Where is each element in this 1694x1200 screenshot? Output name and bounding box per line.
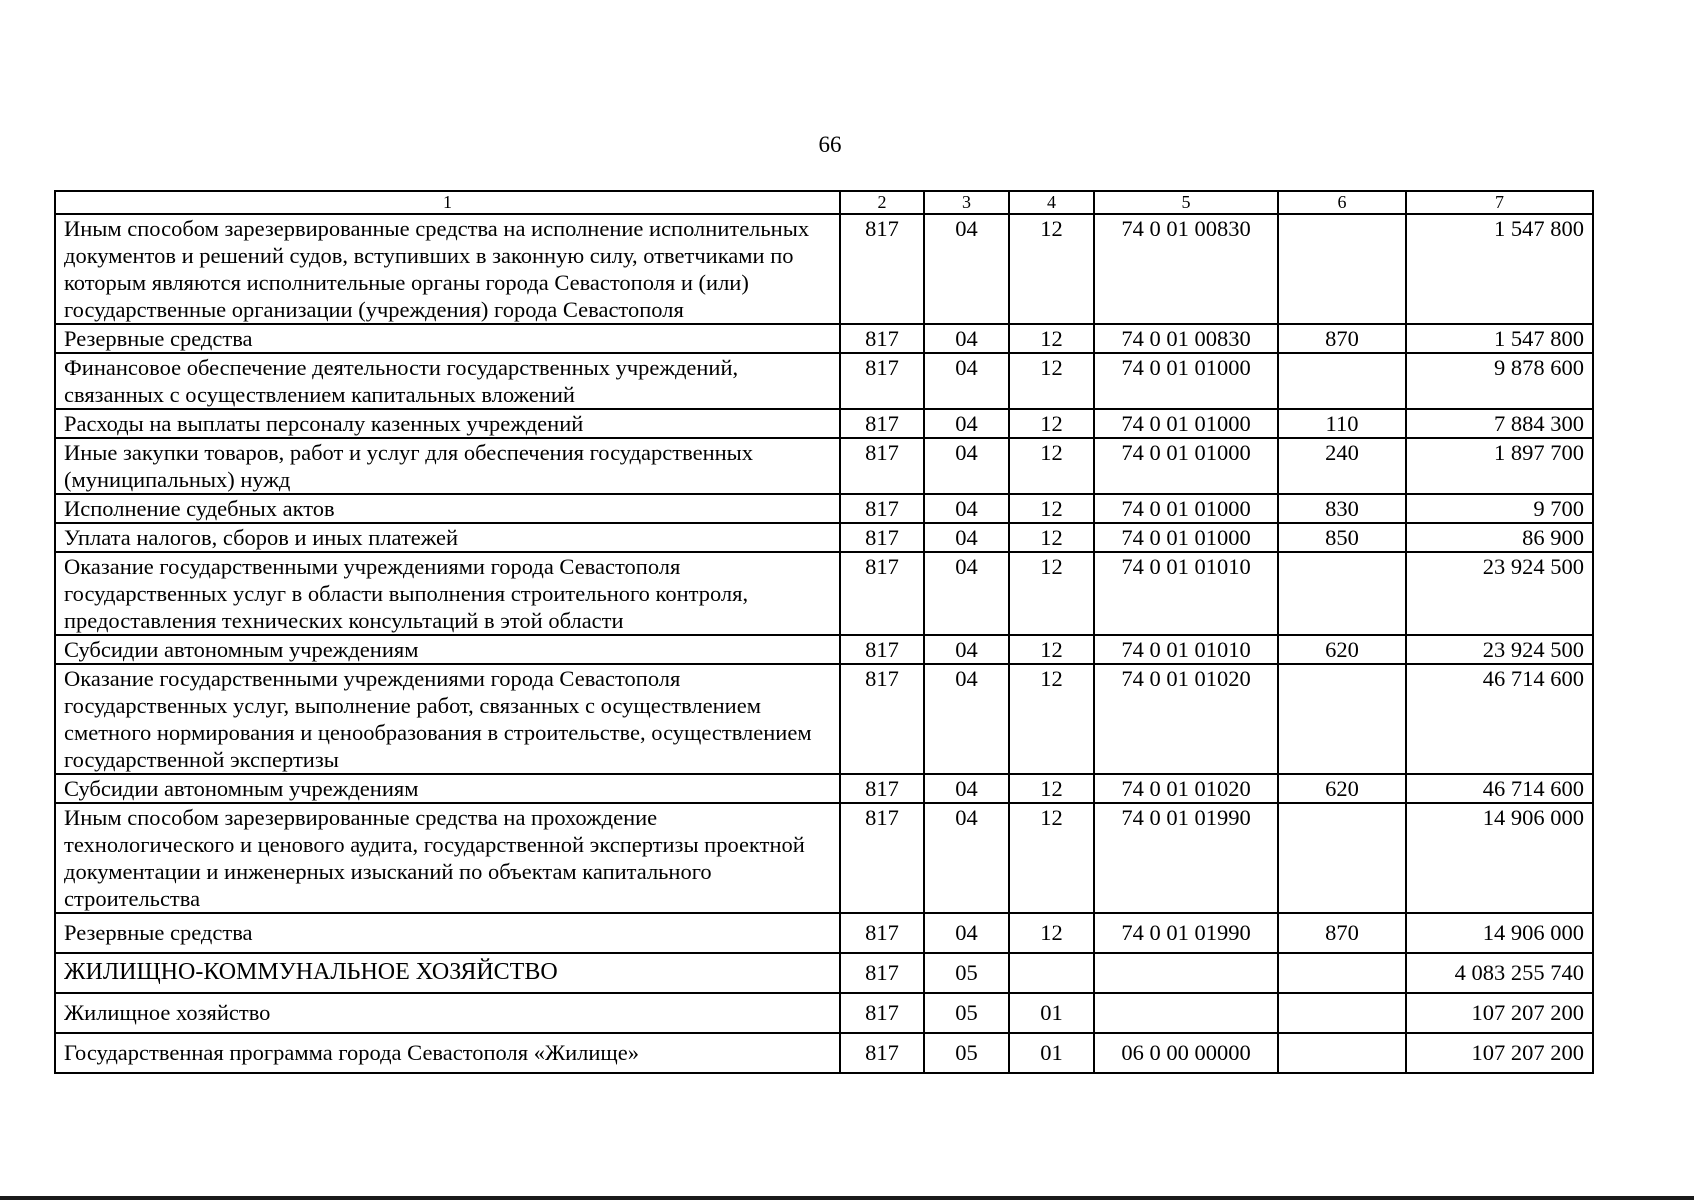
- table-row: [55, 409, 1593, 438]
- row-name: Субсидии автономным учреждениям: [55, 774, 840, 803]
- table-row: [55, 774, 1593, 803]
- row-name: Резервные средства: [55, 324, 840, 353]
- table-row: [55, 552, 1593, 635]
- cell-col2: 817: [840, 953, 924, 993]
- cell-col6: [1278, 552, 1406, 635]
- cell-col3: 04: [924, 552, 1009, 635]
- cell-col6: [1278, 953, 1406, 993]
- row-name: Исполнение судебных актов: [55, 494, 840, 523]
- cell-col6: 620: [1278, 774, 1406, 803]
- cell-amount: 23 924 500: [1406, 552, 1593, 635]
- cell-col2: 817: [840, 803, 924, 913]
- cell-col6: 240: [1278, 438, 1406, 494]
- table-row: [55, 635, 1593, 664]
- cell-col4: 12: [1009, 214, 1094, 324]
- cell-col3: 04: [924, 523, 1009, 552]
- cell-col2: 817: [840, 494, 924, 523]
- column-header-6: 6: [1278, 191, 1406, 214]
- row-name: Государственная программа города Севастополя «Жилище»: [55, 1033, 840, 1073]
- cell-col6: [1278, 803, 1406, 913]
- cell-col5: 74 0 01 01020: [1094, 774, 1278, 803]
- row-name: Резервные средства: [55, 913, 840, 953]
- cell-col6: [1278, 214, 1406, 324]
- cell-col3: 05: [924, 993, 1009, 1033]
- table-row: [55, 324, 1593, 353]
- cell-col6: 850: [1278, 523, 1406, 552]
- cell-col2: 817: [840, 664, 924, 774]
- cell-amount: 23 924 500: [1406, 635, 1593, 664]
- cell-col6: [1278, 1033, 1406, 1073]
- cell-amount: 1 897 700: [1406, 438, 1593, 494]
- cell-col2: 817: [840, 438, 924, 494]
- cell-col3: 04: [924, 438, 1009, 494]
- cell-amount: 9 700: [1406, 494, 1593, 523]
- cell-col4: 12: [1009, 494, 1094, 523]
- cell-amount: 107 207 200: [1406, 993, 1593, 1033]
- column-header-7: 7: [1406, 191, 1593, 214]
- cell-col5: 74 0 01 01000: [1094, 353, 1278, 409]
- cell-amount: 1 547 800: [1406, 324, 1593, 353]
- cell-col4: 01: [1009, 1033, 1094, 1073]
- cell-amount: 9 878 600: [1406, 353, 1593, 409]
- column-header-2: 2: [840, 191, 924, 214]
- table-row: [55, 523, 1593, 552]
- cell-col4: 12: [1009, 409, 1094, 438]
- cell-col6: 830: [1278, 494, 1406, 523]
- cell-col4: 12: [1009, 664, 1094, 774]
- row-name: Расходы на выплаты персоналу казенных учреждений: [55, 409, 840, 438]
- cell-col4: [1009, 953, 1094, 993]
- budget-table: [54, 190, 1594, 1074]
- row-name: Уплата налогов, сборов и иных платежей: [55, 523, 840, 552]
- row-name: Иным способом зарезервированные средства на прохождение технологического и ценового аудита, государственной экспертизы проектной документации и инженерных изысканий по объектам капитального строительства: [55, 803, 840, 913]
- cell-col3: 04: [924, 774, 1009, 803]
- column-header-4: 4: [1009, 191, 1094, 214]
- cell-col6: [1278, 353, 1406, 409]
- row-name: Финансовое обеспечение деятельности государственных учреждений, связанных с осуществлением капитальных вложений: [55, 353, 840, 409]
- cell-col6: 870: [1278, 324, 1406, 353]
- cell-col5: 74 0 01 01000: [1094, 523, 1278, 552]
- cell-col4: 12: [1009, 552, 1094, 635]
- row-name: Жилищное хозяйство: [55, 993, 840, 1033]
- cell-col6: [1278, 664, 1406, 774]
- cell-col3: 04: [924, 664, 1009, 774]
- cell-col4: 12: [1009, 353, 1094, 409]
- row-name: Субсидии автономным учреждениям: [55, 635, 840, 664]
- row-name: Иные закупки товаров, работ и услуг для обеспечения государственных (муниципальных) нужд: [55, 438, 840, 494]
- cell-col6: [1278, 993, 1406, 1033]
- table-row: [55, 913, 1593, 953]
- cell-col5: 74 0 01 00830: [1094, 324, 1278, 353]
- cell-amount: 1 547 800: [1406, 214, 1593, 324]
- cell-col4: 12: [1009, 324, 1094, 353]
- cell-col5: [1094, 993, 1278, 1033]
- cell-col2: 817: [840, 774, 924, 803]
- cell-col5: 74 0 01 01010: [1094, 552, 1278, 635]
- cell-col2: 817: [840, 1033, 924, 1073]
- cell-col3: 04: [924, 409, 1009, 438]
- cell-col3: 04: [924, 913, 1009, 953]
- cell-amount: 14 906 000: [1406, 913, 1593, 953]
- cell-col3: 04: [924, 214, 1009, 324]
- cell-col2: 817: [840, 523, 924, 552]
- cell-col3: 04: [924, 494, 1009, 523]
- table-row: [55, 1033, 1593, 1073]
- column-header-5: 5: [1094, 191, 1278, 214]
- cell-amount: 86 900: [1406, 523, 1593, 552]
- table-row: [55, 353, 1593, 409]
- cell-col5: 74 0 01 01990: [1094, 913, 1278, 953]
- cell-col3: 05: [924, 953, 1009, 993]
- cell-col4: 12: [1009, 774, 1094, 803]
- cell-col3: 04: [924, 803, 1009, 913]
- cell-col4: 12: [1009, 635, 1094, 664]
- row-name: ЖИЛИЩНО-КОММУНАЛЬНОЕ ХОЗЯЙСТВО: [55, 953, 840, 993]
- cell-col6: 620: [1278, 635, 1406, 664]
- page-number: 66: [818, 132, 842, 157]
- row-name: Иным способом зарезервированные средства на исполнение исполнительных документов и решений судов, вступивших в законную силу, ответчиками по которым являются исполнительные органы города Севастополя и (или) государственные организации (учреждения) города Севастополя: [55, 214, 840, 324]
- cell-amount: 107 207 200: [1406, 1033, 1593, 1073]
- cell-col2: 817: [840, 409, 924, 438]
- cell-amount: 4 083 255 740: [1406, 953, 1593, 993]
- cell-col5: 74 0 01 01010: [1094, 635, 1278, 664]
- column-header-1: 1: [55, 191, 840, 214]
- cell-col6: 110: [1278, 409, 1406, 438]
- scan-bottom-edge: [0, 1196, 1694, 1200]
- table-row: [55, 494, 1593, 523]
- header-row: [55, 191, 1593, 214]
- cell-col5: 06 0 00 00000: [1094, 1033, 1278, 1073]
- cell-col5: [1094, 953, 1278, 993]
- row-name: Оказание государственными учреждениями города Севастополя государственных услуг в области выполнения строительного контроля, предоставления технических консультаций в этой области: [55, 552, 840, 635]
- cell-col5: 74 0 01 01000: [1094, 409, 1278, 438]
- cell-col2: 817: [840, 913, 924, 953]
- cell-col2: 817: [840, 324, 924, 353]
- cell-col4: 12: [1009, 523, 1094, 552]
- cell-col5: 74 0 01 01000: [1094, 438, 1278, 494]
- cell-col3: 04: [924, 324, 1009, 353]
- cell-col5: 74 0 01 01020: [1094, 664, 1278, 774]
- cell-col5: 74 0 01 01990: [1094, 803, 1278, 913]
- cell-col5: 74 0 01 01000: [1094, 494, 1278, 523]
- table-row: [55, 664, 1593, 774]
- cell-amount: 7 884 300: [1406, 409, 1593, 438]
- table-row: [55, 438, 1593, 494]
- cell-col2: 817: [840, 993, 924, 1033]
- cell-col4: 12: [1009, 913, 1094, 953]
- cell-col2: 817: [840, 635, 924, 664]
- cell-col3: 04: [924, 353, 1009, 409]
- cell-col3: 04: [924, 635, 1009, 664]
- table-row: [55, 214, 1593, 324]
- cell-col4: 12: [1009, 438, 1094, 494]
- table-row: [55, 803, 1593, 913]
- cell-amount: 14 906 000: [1406, 803, 1593, 913]
- column-header-3: 3: [924, 191, 1009, 214]
- cell-col5: 74 0 01 00830: [1094, 214, 1278, 324]
- cell-col3: 05: [924, 1033, 1009, 1073]
- cell-col2: 817: [840, 552, 924, 635]
- cell-amount: 46 714 600: [1406, 664, 1593, 774]
- cell-col2: 817: [840, 214, 924, 324]
- cell-amount: 46 714 600: [1406, 774, 1593, 803]
- table-row: [55, 953, 1593, 993]
- cell-col4: 01: [1009, 993, 1094, 1033]
- cell-col6: 870: [1278, 913, 1406, 953]
- cell-col4: 12: [1009, 803, 1094, 913]
- row-name: Оказание государственными учреждениями города Севастополя государственных услуг, выполнение работ, связанных с осуществлением сметного нормирования и ценообразования в строительстве, осуществлением государственной экспертизы: [55, 664, 840, 774]
- cell-col2: 817: [840, 353, 924, 409]
- table-row: [55, 993, 1593, 1033]
